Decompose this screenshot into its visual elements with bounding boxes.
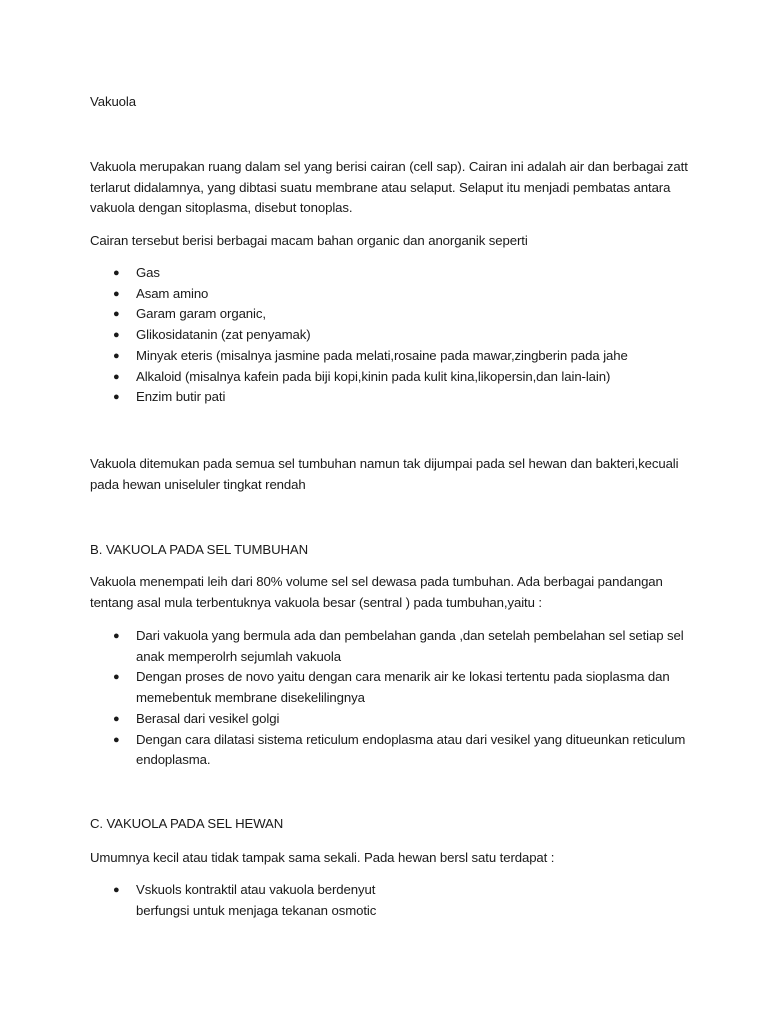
list-item	[90, 263, 690, 284]
section-c-list	[90, 880, 690, 921]
list-item	[90, 730, 690, 771]
bullet-icon: ●	[113, 287, 120, 300]
bullet-icon: ●	[113, 308, 120, 321]
bullet-icon: ●	[113, 884, 120, 896]
bullet-icon: ●	[113, 349, 120, 362]
contents-intro-paragraph: Cairan tersebut berisi berbagai macam bahan organic dan anorganik seperti	[90, 233, 528, 248]
list-item-text: Alkaloid (misalnya kafein pada biji kopi,kinin pada kulit kina,likopersin,dan lain-lain)	[136, 368, 611, 384]
list-item	[90, 367, 690, 388]
list-item-text: Glikosidatanin (zat penyamak)	[136, 327, 311, 343]
list-item-text: Dengan proses de novo yaitu dengan cara menarik air ke lokasi tertentu pada sioplasma dan memebentuk membrane disekelilingnya	[136, 669, 670, 706]
distribution-paragraph: Vakuola ditemukan pada semua sel tumbuhan namun tak dijumpai pada sel hewan dan bakteri,kecuali pada hewan uniseluler tingkat rendah	[90, 456, 679, 492]
bullet-icon: ●	[113, 329, 120, 342]
intro-paragraph: Vakuola merupakan ruang dalam sel yang berisi cairan (cell sap). Cairan ini adalah air dan berbagai zatt terlarut didalamnya, yang dibtasi suatu membrane atau selaput. Selaput itu menjadi pembatas antara vakuola dengan sitoplasma, disebut tonoplas.	[90, 159, 688, 216]
list-item-text: Gas	[136, 265, 160, 280]
section-c-heading: C. VAKUOLA PADA SEL HEWAN	[90, 816, 284, 831]
list-item-text: Dari vakuola yang bermula ada dan pembelahan ganda ,dan setelah pembelahan sel setiap sel anak memperolrh sejumlah vakuola	[136, 628, 684, 664]
list-item-text: Garam garam organic,	[136, 306, 266, 322]
document-title: Vakuola	[90, 94, 136, 109]
list-item-subtext: berfungsi untuk menjaga tekanan osmotic	[136, 902, 377, 918]
list-item	[90, 709, 690, 730]
list-item	[90, 325, 690, 346]
bullet-icon: ●	[113, 733, 120, 746]
section-b-intro: Vakuola menempati leih dari 80% volume sel sel dewasa pada tumbuhan. Ada berbagai pandangan tentang asal mula terbentuknya vakuola besar (sentral ) pada tumbuhan,yaitu :	[90, 574, 663, 610]
bullet-icon: ●	[113, 370, 120, 383]
list-item	[90, 626, 690, 667]
list-item-text: Berasal dari vesikel golgi	[136, 710, 280, 726]
list-item	[90, 880, 690, 921]
list-item	[90, 387, 690, 408]
bullet-icon: ●	[113, 712, 120, 725]
section-b-list	[90, 626, 690, 771]
bullet-icon: ●	[113, 391, 120, 404]
bullet-icon: ●	[113, 671, 120, 684]
bullet-icon: ●	[113, 630, 120, 642]
list-item	[90, 667, 690, 708]
section-c-intro: Umumnya kecil atau tidak tampak sama sekali. Pada hewan bersl satu terdapat :	[90, 850, 555, 865]
contents-list	[90, 263, 690, 408]
list-item-text: Minyak eteris (misalnya jasmine pada melati,rosaine pada mawar,zingberin pada jahe	[136, 347, 628, 363]
list-item-text: Asam amino	[136, 285, 209, 301]
bullet-icon: ●	[113, 267, 120, 279]
list-item-text: Vskuols kontraktil atau vakuola berdenyut	[136, 882, 376, 897]
section-b-heading: B. VAKUOLA PADA SEL TUMBUHAN	[90, 542, 309, 557]
list-item	[90, 346, 690, 367]
list-item-text: Enzim butir pati	[136, 389, 226, 405]
list-item	[90, 284, 690, 305]
list-item-text: Dengan cara dilatasi sistema reticulum endoplasma atau dari vesikel yang ditueunkan reticulum endoplasma.	[136, 731, 686, 768]
list-item	[90, 304, 690, 325]
